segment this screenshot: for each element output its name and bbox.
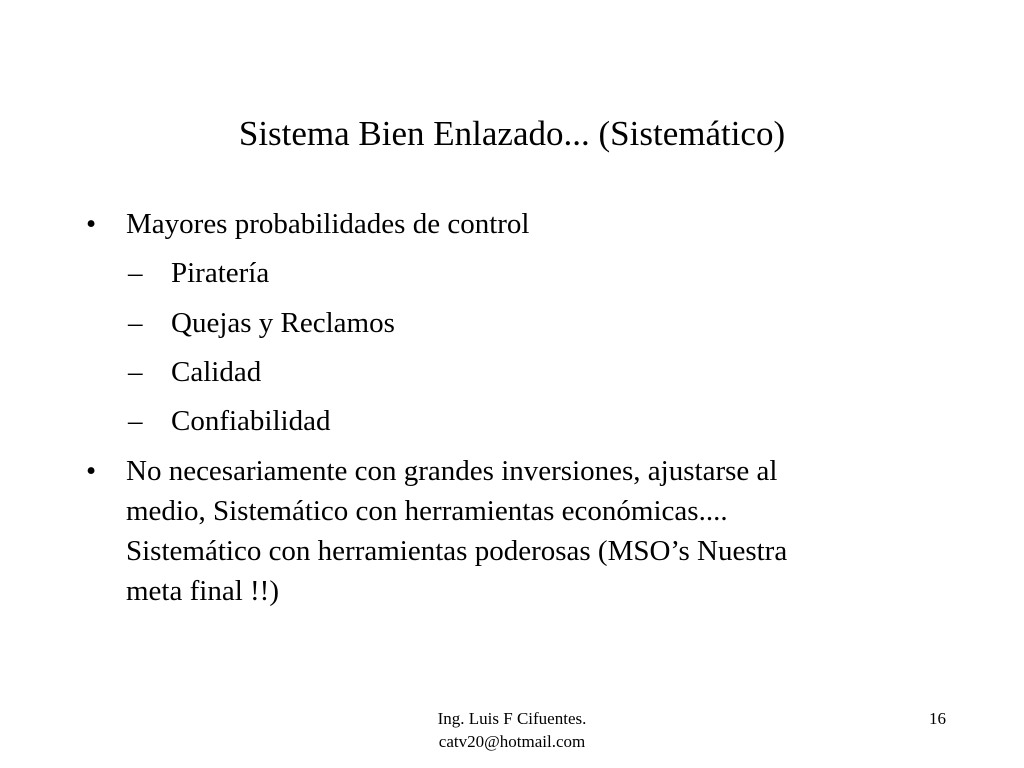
bullet-text-line: Sistemático con herramientas poderosas (MSO’s Nuestra <box>126 535 788 567</box>
bullet-text-line: medio, Sistemático con herramientas económicas.... <box>126 495 728 527</box>
bullet-text-line: No necesariamente con grandes inversiones, ajustarse al <box>126 455 778 487</box>
bullet-icon: • <box>86 208 97 240</box>
slide-page-number: 16 <box>929 709 946 728</box>
dash-icon: – <box>128 307 143 339</box>
footer-author-block <box>412 707 612 753</box>
sub-item-text: Quejas y Reclamos <box>171 307 395 339</box>
sub-item-text: Piratería <box>171 257 270 289</box>
slide-title: Sistema Bien Enlazado... (Sistemático) <box>238 114 786 153</box>
sub-item-text: Confiabilidad <box>171 405 331 437</box>
bullet-text: Mayores probabilidades de control <box>126 208 530 240</box>
dash-icon: – <box>128 405 143 437</box>
sub-item-text: Calidad <box>171 356 262 388</box>
footer-email: catv20@hotmail.com <box>438 732 586 751</box>
bullet-icon: • <box>86 455 97 487</box>
dash-icon: – <box>128 356 143 388</box>
bullet-text-line: meta final !!) <box>126 575 279 607</box>
footer-author: Ing. Luis F Cifuentes. <box>437 709 587 728</box>
dash-icon: – <box>128 257 143 289</box>
